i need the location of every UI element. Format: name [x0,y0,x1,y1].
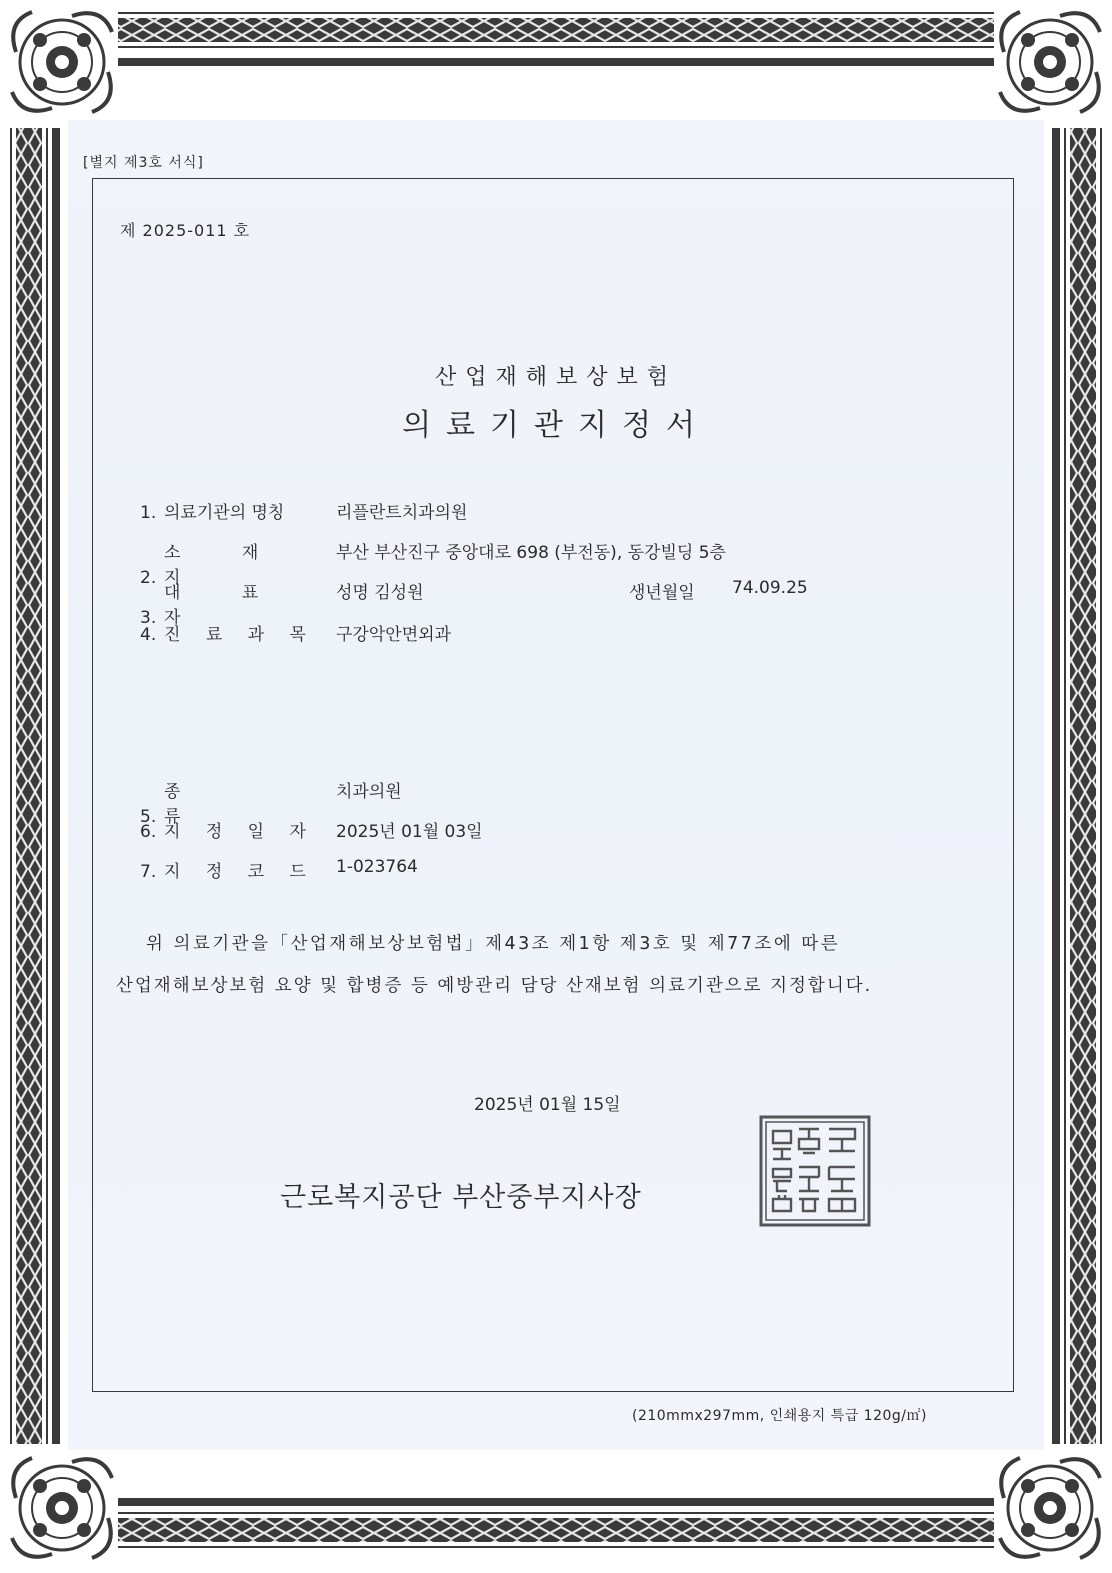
field-value: 치과의원 [336,782,402,802]
certificate-title: 의료기관지정서 [402,408,710,443]
field-label: 종 류 [164,782,271,827]
field-label: 대 표 자 [164,583,287,628]
field-label: 지 정 코 드 [164,862,316,882]
field-row-name [140,498,468,523]
field-label: 지 정 일 자 [164,822,316,842]
field-value: 2025년 01월 03일 [336,822,483,842]
field-number: 7. [140,862,157,882]
document-number: 제 2025-011 호 [120,221,251,240]
statement-line-1: 위 의료기관을「산업재해보상보험법」제43조 제1항 제3호 및 제77조에 따른 [146,934,841,954]
field-number: 6. [140,822,157,842]
field-number: 4. [140,625,157,645]
birthdate-label: 생년월일 [629,583,695,603]
field-number: 2. [140,568,157,588]
paper-specification: (210mmx297mm, 인쇄용지 특급 120g/㎡) [632,1408,927,1424]
field-value: 1-023764 [336,857,418,877]
field-row-designation-code [140,857,418,882]
field-label: 의료기관의 명칭 [164,503,285,523]
official-seal-stamp [759,1115,871,1227]
statement-line-2: 산업재해보상보험 요양 및 합병증 등 예방관리 담당 산재보험 의료기관으로 지정합니다. [116,976,873,996]
field-number: 5. [140,807,157,827]
field-number: 1. [140,503,157,523]
field-value: 성명 김성원 [336,583,424,603]
birthdate-value: 74.09.25 [732,578,808,598]
field-row-department [140,620,451,645]
issuer-name: 근로복지공단 부산중부지사장 [280,1182,642,1213]
field-value: 구강악안면외과 [336,625,451,645]
field-value: 리플란트치과의원 [336,503,468,523]
issue-date: 2025년 01월 15일 [474,1095,621,1115]
field-value: 부산 부산진구 중앙대로 698 (부전동), 동강빌딩 5층 [336,543,726,563]
field-label: 진 료 과 목 [164,625,316,645]
field-row-designation-date [140,817,483,842]
field-label: 소 재 지 [164,543,287,588]
field-number: 3. [140,608,157,628]
certificate-subtitle: 산업재해보상보험 [434,365,678,390]
form-number-label: [별지 제3호 서식] [83,155,204,171]
